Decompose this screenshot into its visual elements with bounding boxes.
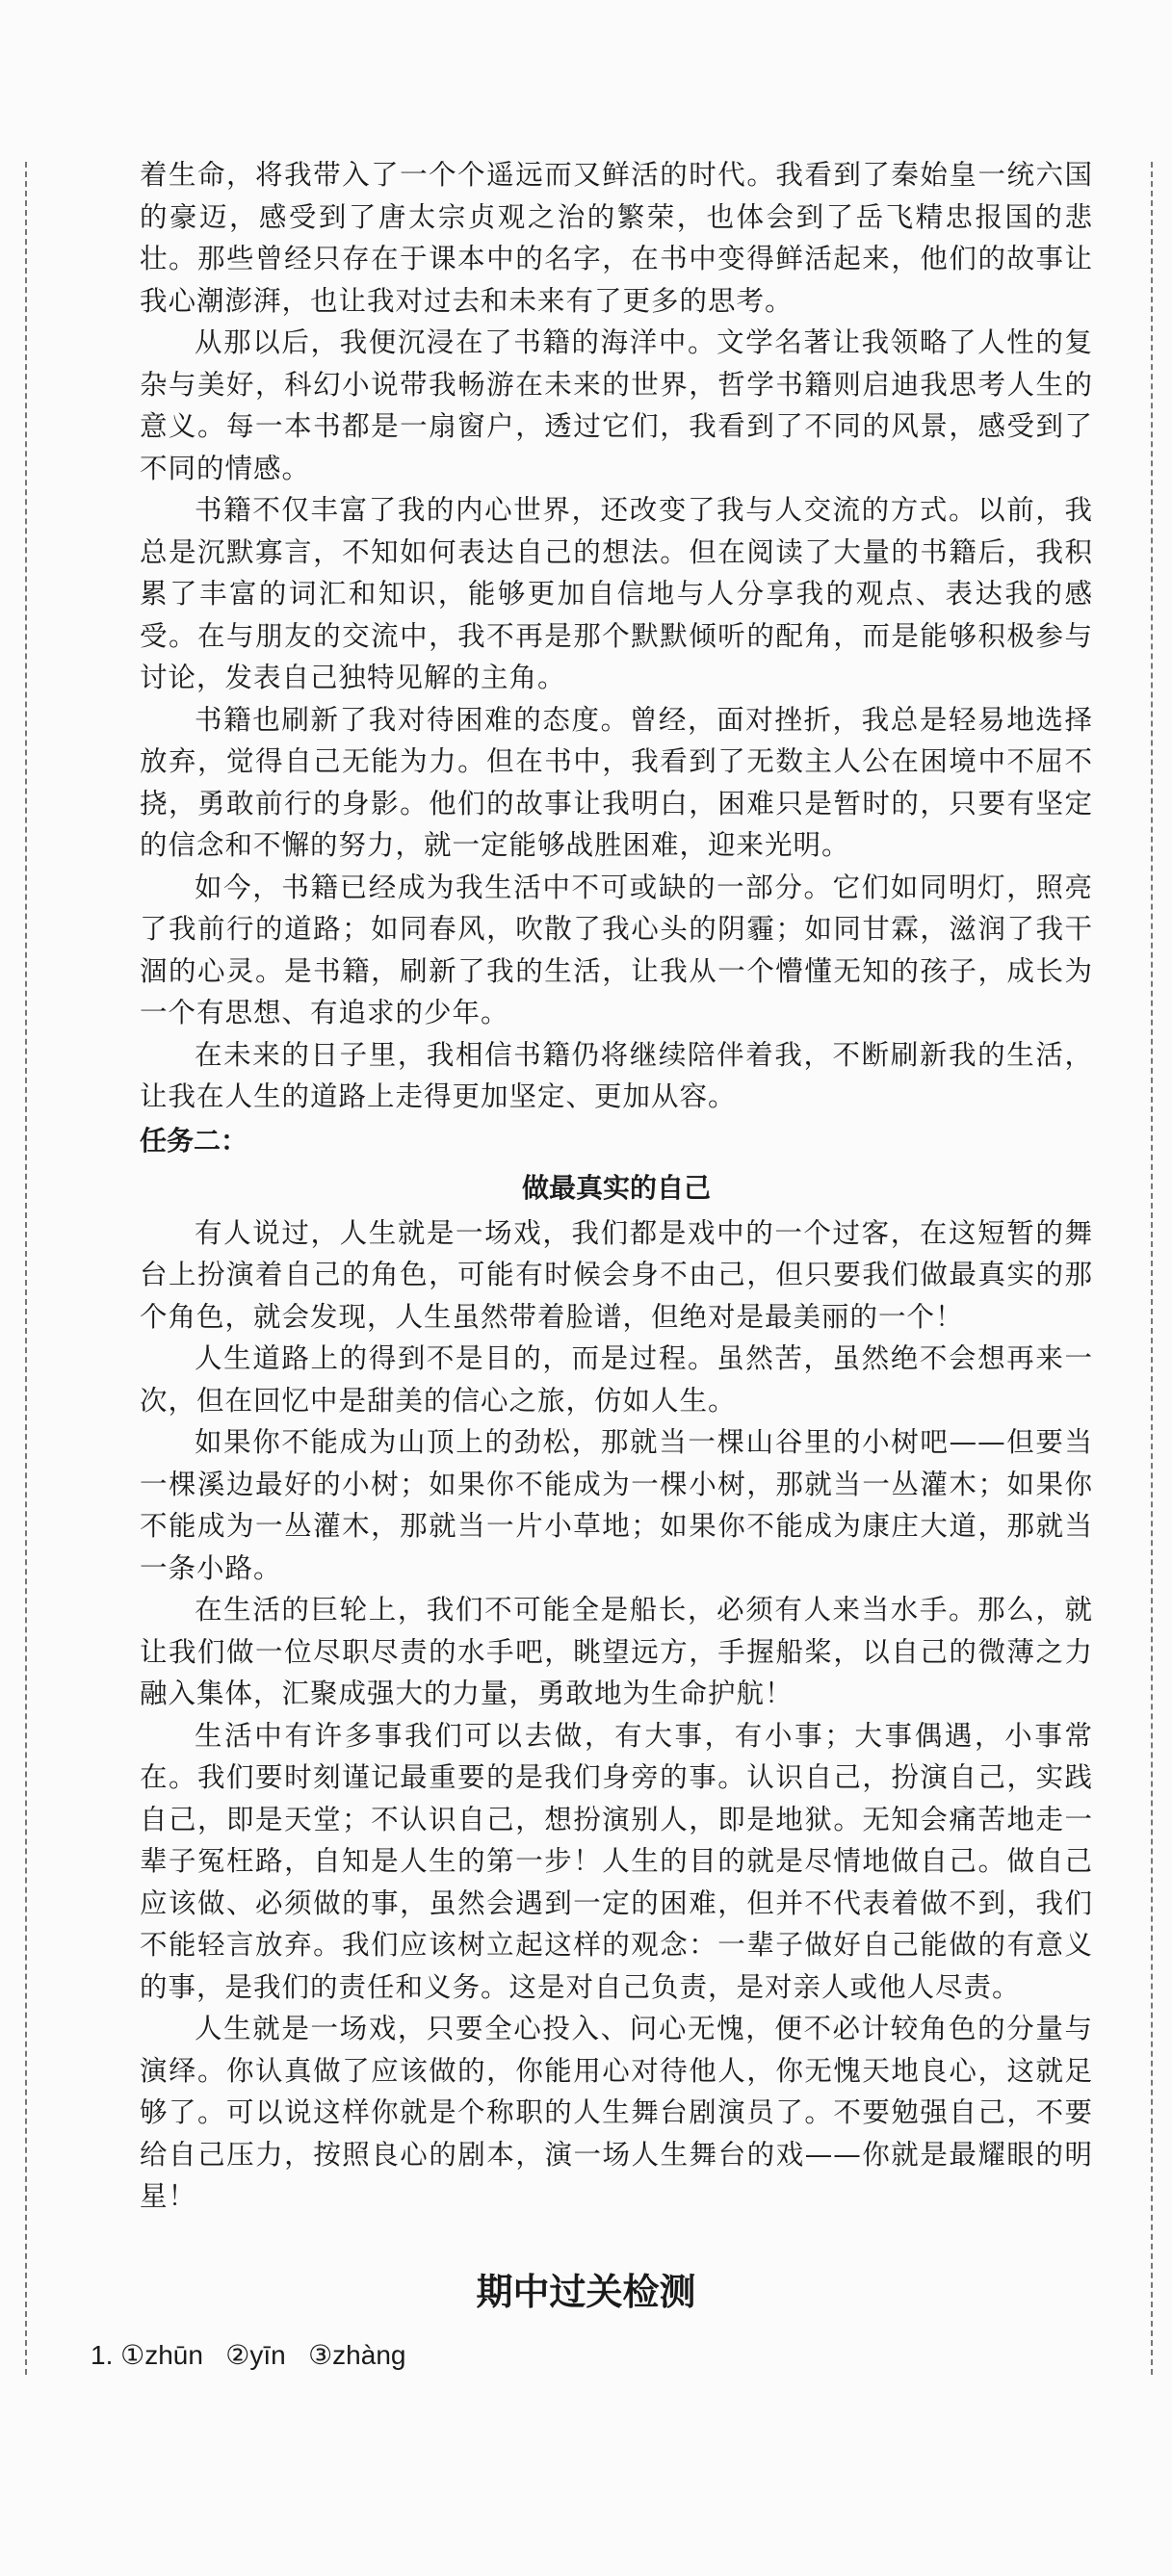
task-two-label: 任务二： [140, 1124, 248, 1157]
right-dashed-border [1151, 162, 1153, 2375]
essay-paragraph: 人生道路上的得到不是目的，而是过程。虽然苦，虽然绝不会想再来一次，但在回忆中是甜美的信心之旅，仿如人生。 [140, 1342, 1093, 1417]
essay-paragraph: 在未来的日子里，我相信书籍仍将继续陪伴着我，不断刷新我的生活，让我在人生的道路上走得更加坚定、更加从容。 [140, 1038, 1093, 1112]
essay-paragraph: 书籍也刷新了我对待困难的态度。曾经，面对挫折，我总是轻易地选择放弃，觉得自己无能为力。但在书中，我看到了无数主人公在困境中不屈不挠，勇敢前行的身影。他们的故事让我明白，困难只是暂时的，只要有坚定的信念和不懈的努力，就一定能够战胜困难，迎来光明。 [140, 703, 1093, 861]
essay-paragraph: 书籍不仅丰富了我的内心世界，还改变了我与人交流的方式。以前，我总是沉默寡言，不知如何表达自己的想法。但在阅读了大量的书籍后，我积累了丰富的词汇和知识，能够更加自信地与人分享我的观点、表达我的感受。在与朋友的交流中，我不再是那个默默倾听的配角，而是能够积极参与讨论，发表自己独特见解的主角。 [140, 494, 1093, 693]
essay-paragraph: 人生就是一场戏，只要全心投入、问心无愧，便不必计较角色的分量与演绎。你认真做了应该做的，你能用心对待他人，你无愧天地良心，这就足够了。可以说这样你就是个称职的人生舞台剧演员了。不要勉强自己，不要给自己压力，按照良心的剧本，演一场人生舞台的戏——你就是最耀眼的明星！ [140, 2013, 1093, 2212]
essay-paragraph: 着生命，将我带入了一个个遥远而又鲜活的时代。我看到了秦始皇一统六国的豪迈，感受到了唐太宗贞观之治的繁荣，也体会到了岳飞精忠报国的悲壮。那些曾经只存在于课本中的名字，在书中变得鲜活起来，他们的故事让我心潮澎湃，也让我对过去和未来有了更多的思考。 [140, 159, 1093, 317]
midterm-section-title: 期中过关检测 [476, 2271, 696, 2313]
essay-paragraph: 从那以后，我便沉浸在了书籍的海洋中。文学名著让我领略了人性的复杂与美好，科幻小说带我畅游在未来的世界，哲学书籍则启迪我思考人生的意义。每一本书都是一扇窗户，透过它们，我看到了不同的风景，感受到了不同的情感。 [140, 326, 1093, 484]
answer-content [140, 154, 1093, 2218]
essay-paragraph: 有人说过，人生就是一场戏，我们都是戏中的一个过客，在这短暂的舞台上扮演着自己的角色，可能有时候会身不由己，但只要我们做最真实的那个角色，就会发现，人生虽然带着脸谱，但绝对是最美丽的一个！ [140, 1216, 1093, 1333]
answer-line: 1. ①zhūn ②yīn ③zhàng [91, 2340, 406, 2370]
essay-title: 做最真实的自己 [521, 1171, 711, 1204]
left-dashed-border [25, 162, 27, 2375]
essay-paragraph: 在生活的巨轮上，我们不可能全是船长，必须有人来当水手。那么，就让我们做一位尽职尽责的水手吧，眺望远方，手握船桨，以自己的微薄之力融入集体，汇聚成强大的力量，勇敢地为生命护航！ [140, 1594, 1093, 1709]
essay-paragraph: 如今，书籍已经成为我生活中不可或缺的一部分。它们如同明灯，照亮了我前行的道路；如同春风，吹散了我心头的阴霾；如同甘霖，滋润了我干涸的心灵。是书籍，刷新了我的生活，让我从一个懵懂无知的孩子，成长为一个有思想、有追求的少年。 [140, 871, 1093, 1028]
essay-paragraph: 生活中有许多事我们可以去做，有大事，有小事；大事偶遇，小事常在。我们要时刻谨记最重要的是我们身旁的事。认识自己，扮演自己，实践自己，即是天堂；不认识自己，想扮演别人，即是地狱。无知会痛苦地走一辈子冤枉路，自知是人生的第一步！人生的目的就是尽情地做自己。做自己应该做、必须做的事，虽然会遇到一定的困难，但并不代表着做不到，我们不能轻言放弃。我们应该树立起这样的观念：一辈子做好自己能做的有意义的事，是我们的责任和义务。这是对自己负责，是对亲人或他人尽责。 [140, 1719, 1093, 2003]
essay-paragraph: 如果你不能成为山顶上的劲松，那就当一棵山谷里的小树吧——但要当一棵溪边最好的小树；如果你不能成为一棵小树，那就当一丛灌木；如果你不能成为一丛灌木，那就当一片小草地；如果你不能成为康庄大道，那就当一条小路。 [140, 1426, 1093, 1584]
